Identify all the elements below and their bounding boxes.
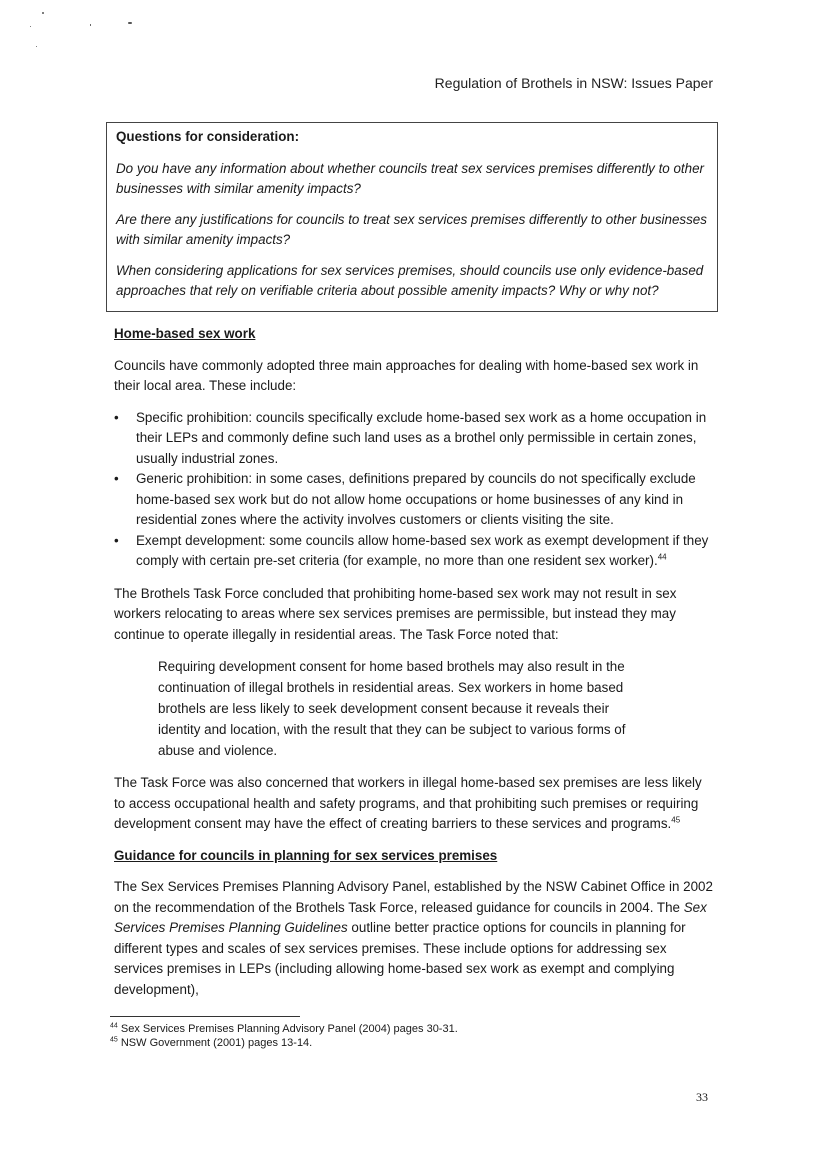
guidance-paragraph — [114, 877, 714, 1000]
footnote-ref: 45 — [671, 815, 681, 825]
page-number: 33 — [696, 1090, 708, 1104]
footnote — [110, 1036, 458, 1050]
list-item — [114, 408, 714, 470]
question-3: When considering applications for sex services premises, should councils use only evidence-based approaches that rely on verifiable criteria about possible amenity impacts? Why or why not? — [116, 263, 704, 298]
bullet-icon: • — [114, 409, 119, 425]
list-item-text: Generic prohibition: in some cases, definitions prepared by councils do not specifically exclude home-based sex work but do not allow home occupations or home businesses of any kind in residential zones where the activity involves customers or clients visiting the site. — [136, 471, 696, 527]
footnote-number: 45 — [110, 1036, 118, 1044]
scan-speck — [42, 12, 44, 14]
list-item-text: Exempt development: some councils allow home-based sex work as exempt development if they comply with certain pre-set criteria (for example, no more than one resident sex worker). — [136, 532, 709, 568]
approaches-list — [114, 408, 714, 572]
list-item — [114, 531, 714, 572]
running-header: Regulation of Brothels in NSW: Issues Paper — [434, 75, 713, 91]
heading-home-based: Home-based sex work — [114, 326, 256, 341]
guidance-text-start: The Sex Services Premises Planning Advisory Panel, established by the NSW Cabinet Office in 2002 on the recommendation of the Brothels Task Force, released guidance for councils in 2004. The — [114, 879, 713, 915]
list-item — [114, 469, 714, 531]
concern-text: The Task Force was also concerned that workers in illegal home-based sex premises are less likely to access occupational health and safety programs, and that prohibiting such premises or requiring development consent may have the effect of creating barriers to these services and programs. — [114, 775, 702, 831]
questions-title: Questions for consideration: — [116, 129, 300, 144]
footnotes — [110, 1022, 458, 1050]
footnote-ref: 44 — [657, 552, 667, 562]
taskforce-paragraph: The Brothels Task Force concluded that prohibiting home-based sex work may not result in sex workers relocating to areas where sex services premises are permissible, but instead they may continue to operate illegally in residential areas. The Task Force noted that: — [114, 585, 677, 642]
guidance-text-end: outline better practice options for councils in planning for different types and scales of sex services premises. These include options for addressing sex services premises in LEPs (including allowing home-based sex work as exempt and complying development), — [114, 920, 686, 997]
footnote-divider — [110, 1016, 300, 1017]
scan-speck — [36, 46, 37, 47]
block-quote: Requiring development consent for home based brothels may also result in the continuation of illegal brothels in residential areas. Sex workers in home based brothels are less likely to seek development consent because it reveals their identity and location, with the result that they can be subject to various forms of abuse and violence. — [158, 659, 626, 758]
scan-speck — [30, 26, 31, 27]
question-1: Do you have any information about whether councils treat sex services premises differently to other businesses with similar amenity impacts? — [116, 161, 704, 196]
intro-paragraph: Councils have commonly adopted three main approaches for dealing with home-based sex work in their local area. These include: — [114, 357, 699, 393]
scan-speck — [90, 24, 91, 26]
body-content — [114, 324, 714, 1011]
questions-box — [106, 122, 718, 312]
scan-speck — [128, 22, 132, 24]
bullet-icon: • — [114, 532, 119, 548]
footnote-text: NSW Government (2001) pages 13-14. — [120, 1037, 313, 1049]
heading-guidance: Guidance for councils in planning for sex services premises — [114, 847, 498, 863]
question-2: Are there any justifications for councils to treat sex services premises differently to other businesses with similar amenity impacts? — [116, 212, 707, 247]
concern-paragraph — [114, 773, 714, 835]
guidelines-title: Sex Services Premises Planning Guidelines — [114, 899, 707, 935]
bullet-icon: • — [114, 471, 119, 486]
list-item-text: Specific prohibition: councils specifically exclude home-based sex work as a home occupation in their LEPs and commonly define such land uses as a brothel only permissible in certain zones, usually industrial zones. — [136, 409, 707, 466]
footnote — [110, 1022, 458, 1036]
footnote-number: 44 — [110, 1022, 118, 1030]
footnote-text: Sex Services Premises Planning Advisory Panel (2004) pages 30-31. — [120, 1023, 458, 1035]
